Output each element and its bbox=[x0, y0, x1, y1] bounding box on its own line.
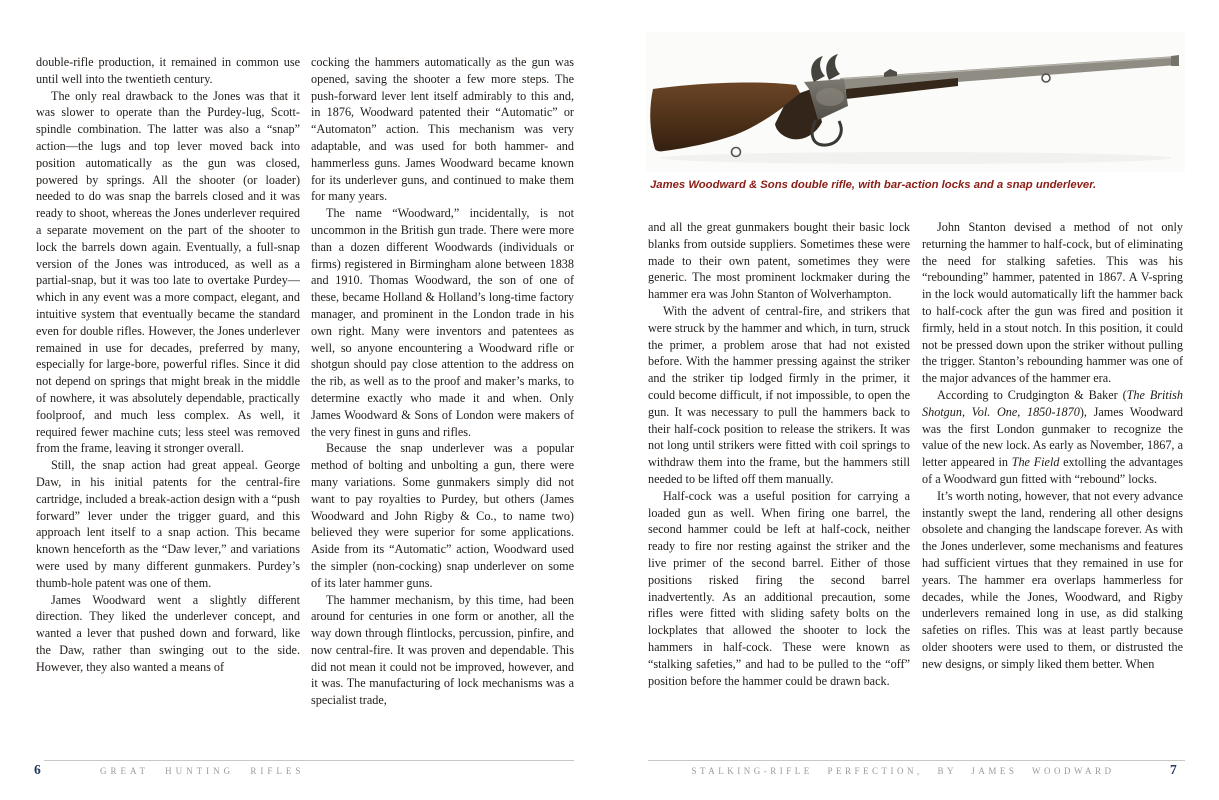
left-running-title: GREAT HUNTING RIFLES bbox=[100, 766, 305, 776]
body-text-segment: ), James Woodward was the first London gunmaker to recognize the value of the new lock. As early as November, 1867, a letter appeared in bbox=[922, 404, 1183, 470]
rifle-photo bbox=[646, 32, 1185, 172]
book-title-italic: The British Shotgun, Vol. One, 1850-1870 bbox=[922, 387, 1183, 419]
body-paragraph: double-rifle production, it remained in common use until well into the twentieth century. bbox=[36, 55, 300, 86]
body-paragraph: Still, the snap action had great appeal. George Daw, in his initial patents for the central-fire cartridge, included a break-action design with a “push forward” lever under the trigger guard, and this approach lent itself to a snap action. This became known henceforth as the “Daw lever,” and variations were used by many different gunmakers. Purdey’s thumb-hole patent was one of them. bbox=[36, 458, 300, 590]
body-paragraph: Half-cock was a useful position for carrying a loaded gun as well. When firing one barrel, the second hammer could be left at half-cock, neither ready to fire nor resting against the striker and the live primer of the second barrel. Either of those positions risked firing the second barrel inadvertently. As an additional precaution, some rifles were fitted with sliding safety bolts on the lockplates that allowed the shooter to lock the hammers in half-cock. These were known as “stalking safeties,” and had to be pulled to the “off” position before the hammer could be drawn back. bbox=[648, 488, 910, 688]
body-text-segment: According to Crudgington & Baker ( bbox=[937, 387, 1127, 402]
left-page-column-2 bbox=[311, 54, 574, 748]
sling-swivel-front bbox=[1042, 74, 1050, 82]
left-footer-rule bbox=[44, 760, 574, 761]
body-paragraph: John Stanton devised a method of not only returning the hammer to half-cock, but of eliminating the need for stalking safeties. This was his “rebounding” hammer, patented in 1867. A V-spring in the lock would automatically lift the hammer back to half-cock after the gun was fired and position it firmly, held in a stout notch. In this position, it could not be pressed down upon the striker without pulling the trigger. Stanton’s rebounding hammer was one of the major advances of the hammer era. bbox=[922, 220, 1183, 386]
body-text-segment: extolling the advantages of a Woodward gun fitted with “rebound” locks. bbox=[922, 455, 1183, 486]
double-rifle-illustration bbox=[646, 32, 1185, 172]
body-paragraph: James Woodward went a slightly different direction. They liked the underlever concept, and wanted a lever that pushed down and forward, like the Daw, rather than swinging out to the side. However, they also wanted a means of bbox=[36, 592, 300, 674]
left-page-number: 6 bbox=[34, 762, 41, 777]
body-paragraph: It’s worth noting, however, that not every advance instantly swept the land, rendering all other designs obsolete and changing the landscape forever. As with the Jones underlever, some mechanisms and features had sufficient virtues that they remained in use for years. The hammer era overlaps hammerless for decades, while the Jones, Woodward, and Rigby underlevers remained long in use, as did stalking safeties on rifles. This was at least partly because older shooters were used to them, or distrusted the new designs, or simply liked them better. When bbox=[922, 488, 1183, 671]
publication-title-italic: The Field bbox=[1011, 455, 1060, 470]
body-paragraph: With the advent of central-fire, and strikers that were struck by the hammer and which, in turn, struck the primer, a problem arose that had not existed before. With the hammer pressing against the striker and the striker tip lodged firmly in the primer, it could become difficult, if not impossible, to open the gun. It was necessary to pull the hammers back to their half-cock position to release the strikers. It was not long until strikers were fitted with coil springs to withdraw them into the frame, but the hammers still needed to be lifted off them manually. bbox=[648, 303, 910, 486]
right-page-number: 7 bbox=[1170, 762, 1177, 777]
body-paragraph: The hammer mechanism, by this time, had been around for centuries in one form or another, all the way down through flintlocks, percussion, pinfire, and now central-fire. It was proven and dependable. This did not mean it could not be improved, however, and it was. The manufacturing of lock mechanisms was a specialist trade, bbox=[311, 592, 574, 708]
body-paragraph: and all the great gunmakers bought their basic lock blanks from outside suppliers. Sometimes these were made to their own patent, sometimes they were generic. The most prominent lockmaker during the hammer era was John Stanton of Wolverhampton. bbox=[648, 220, 910, 302]
right-page-column-2 bbox=[922, 219, 1183, 753]
body-paragraph: Because the snap underlever was a popular method of bolting and unbolting a gun, there were many variations. Some gunmakers simply did not want to pay royalties to Purdey, but others (James Woodward and John Rigby & Co., to name two) believed they were superior for some applications. Aside from its “Automatic” action, Woodward used the simpler (non-cocking) snap underlever on some of its later hammer guns. bbox=[311, 441, 574, 590]
body-paragraph bbox=[922, 387, 1183, 488]
rear-sight bbox=[884, 69, 897, 77]
hammer-left bbox=[811, 56, 825, 82]
right-footer-rule bbox=[648, 760, 1185, 761]
body-paragraph: The name “Woodward,” incidentally, is not uncommon in the British gun trade. There were more than a dozen different Woodwards (individuals or firms) registered in Birmingham alone between 1838 and 1910. Thomas Woodward, the son of one of these, became Holland & Holland’s long-time factory manager, and prominent in the London trade in his own right. Many were inventors and patentees as well, so anyone encountering a Woodward rifle or shotgun should pay close attention to the address on the rib, as well as to the proof and maker’s marks, to determine exactly who made it and when. Only James Woodward & Sons of London were makers of the very finest in guns and rifles. bbox=[311, 206, 574, 439]
body-paragraph: The only real drawback to the Jones was that it was slower to operate than the Purdey-lug, Scott-spindle combination. The latter was also a “snap” action—the lugs and top lever moved back into position automatically as the gun was closed, powered by springs. All the shooter (or loader) needed to do was snap the barrels closed and it was ready to shoot, whereas the Jones underlever required a separate movement on the part of the shooter to lock the barrels down again. Eventually, a full-snap version of the Jones was introduced, as well as a partial-snap, but it was too late to overtake Purdey—which in any event was a more compact, elegant, and intuitive system that eventually became the standard even for double rifles. However, the Jones underlever remained in use for decades, preferred by many, especially for large-bore, powerful rifles. Since it did not depend on springs that might break in the middle of nowhere, it was absolutely dependable, practically foolproof, and much less complex. As well, it required fewer machine cuts; less steel was removed from the frame, leaving it stronger overall. bbox=[36, 88, 300, 456]
photo-caption: James Woodward & Sons double rifle, with bar-action locks and a snap underlever. bbox=[650, 179, 1097, 191]
muzzle bbox=[1171, 55, 1179, 66]
shadow bbox=[661, 152, 1171, 164]
hammer-right bbox=[826, 54, 840, 80]
right-running-title: STALKING-RIFLE PERFECTION, BY JAMES WOODWARD bbox=[691, 766, 1115, 776]
butt-stock bbox=[650, 82, 800, 151]
lockplate bbox=[816, 88, 844, 106]
body-paragraph: cocking the hammers automatically as the gun was opened, saving the shooter a few more steps. The push-forward lever lent itself admirably to this and, in 1876, Woodward patented their “Automatic” or “Automaton” action. This mechanism was very adaptable, and was used for both hammer- and hammerless guns. James Woodward became known for its underlever guns, and continued to make them for many years. bbox=[311, 55, 574, 204]
left-page-column-1 bbox=[36, 54, 300, 748]
right-page-column-1 bbox=[648, 219, 910, 753]
